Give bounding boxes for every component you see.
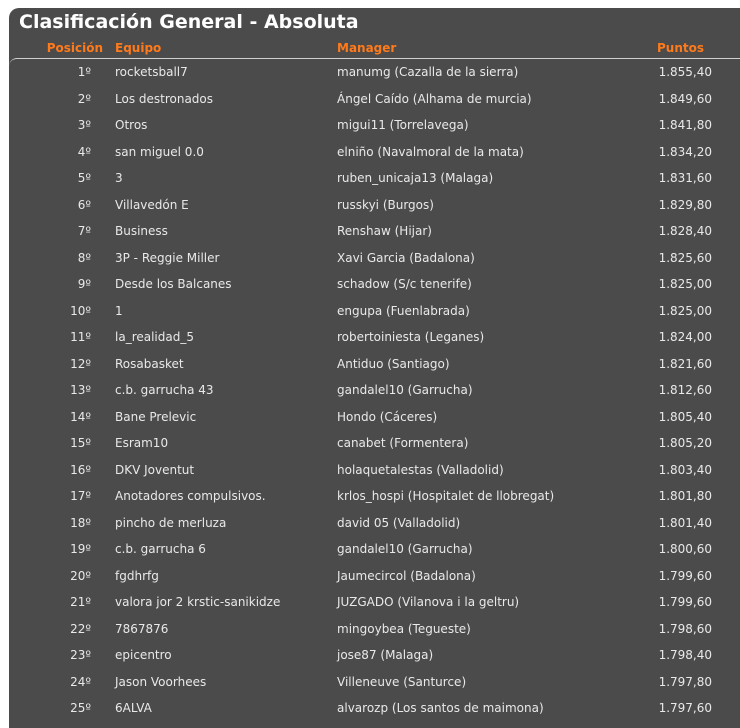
row-manager[interactable]: Xavi Garcia (Badalona) <box>337 250 475 265</box>
row-team[interactable]: Los destronados <box>115 91 214 106</box>
row-team[interactable]: fgdhrfg <box>115 568 159 583</box>
row-manager[interactable]: canabet (Formentera) <box>337 436 469 450</box>
row-team[interactable]: Anotadores compulsivos. <box>115 489 266 503</box>
row-points: 1.841,80 <box>658 118 712 132</box>
table-row[interactable] <box>9 218 740 245</box>
row-position: 5º <box>77 171 91 185</box>
row-team[interactable]: c.b. garrucha 43 <box>115 383 214 397</box>
header-position[interactable]: Posición <box>46 41 103 55</box>
table-row[interactable] <box>9 112 740 139</box>
row-position: 11º <box>70 330 91 344</box>
row-manager[interactable]: russkyi (Burgos) <box>337 197 434 212</box>
row-position: 22º <box>70 621 91 636</box>
table-row[interactable] <box>9 271 740 298</box>
row-team[interactable]: Otros <box>115 118 148 132</box>
header-manager[interactable]: Manager <box>337 41 397 55</box>
row-points: 1.825,60 <box>658 250 712 265</box>
page-title: Clasificación General - Absoluta <box>19 11 359 33</box>
row-team[interactable]: 3 <box>115 171 123 185</box>
row-team[interactable]: Rosabasket <box>115 356 184 371</box>
row-position: 20º <box>70 568 91 583</box>
row-points: 1.825,00 <box>658 303 712 318</box>
row-position: 8º <box>77 250 91 265</box>
row-position: 14º <box>70 409 91 424</box>
row-points: 1.798,40 <box>658 648 712 662</box>
row-team[interactable]: Esram10 <box>115 436 169 450</box>
row-points: 1.801,80 <box>658 489 712 503</box>
row-team[interactable]: 1 <box>115 303 123 318</box>
row-manager[interactable]: gandalel10 (Garrucha) <box>337 542 473 556</box>
row-manager[interactable]: schadow (S/c tenerife) <box>337 277 472 291</box>
row-position: 25º <box>70 701 91 715</box>
row-position: 16º <box>70 462 91 477</box>
row-manager[interactable]: JUZGADO (Vilanova i la geltru) <box>337 595 520 609</box>
table-row[interactable] <box>9 165 740 192</box>
row-points: 1.797,60 <box>658 701 712 715</box>
row-manager[interactable]: elniño (Navalmoral de la mata) <box>337 144 524 159</box>
row-position: 24º <box>70 674 91 689</box>
row-points: 1.825,00 <box>658 277 712 291</box>
row-points: 1.834,20 <box>658 144 712 159</box>
row-manager[interactable]: krlos_hospi (Hospitalet de llobregat) <box>337 489 555 503</box>
row-points: 1.800,60 <box>658 542 712 556</box>
row-manager[interactable]: robertoiniesta (Leganes) <box>337 330 485 344</box>
table-row[interactable] <box>9 536 740 563</box>
table-row[interactable] <box>9 695 740 722</box>
table-row[interactable] <box>9 457 740 484</box>
row-position: 2º <box>77 91 91 106</box>
row-team[interactable]: 6ALVA <box>115 701 152 715</box>
row-team[interactable]: Villavedón E <box>115 197 189 212</box>
table-row[interactable] <box>9 324 740 351</box>
table-row[interactable] <box>9 192 740 219</box>
table-row[interactable] <box>9 510 740 537</box>
table-row[interactable] <box>9 404 740 431</box>
row-position: 10º <box>70 303 91 318</box>
row-points: 1.805,40 <box>658 409 712 424</box>
row-position: 13º <box>70 383 91 397</box>
row-position: 21º <box>70 595 91 609</box>
row-team[interactable]: 3P - Reggie Miller <box>115 250 220 265</box>
row-manager[interactable]: holaquetalestas (Valladolid) <box>337 462 504 477</box>
row-points: 1.801,40 <box>658 515 712 530</box>
row-position: 18º <box>70 515 91 530</box>
row-points: 1.821,60 <box>658 356 712 371</box>
row-team[interactable]: Jason Voorhees <box>115 674 207 689</box>
row-team[interactable]: san miguel 0.0 <box>115 144 204 159</box>
row-team[interactable]: epicentro <box>115 648 172 662</box>
table-row[interactable] <box>9 377 740 404</box>
row-team[interactable]: Bane Prelevic <box>115 409 197 424</box>
row-position: 3º <box>77 118 91 132</box>
row-position: 6º <box>77 197 91 212</box>
row-position: 9º <box>77 277 91 291</box>
row-position: 12º <box>70 356 91 371</box>
row-points: 1.849,60 <box>658 91 712 106</box>
row-manager[interactable]: Jaumecircol (Badalona) <box>337 568 476 583</box>
row-points: 1.798,60 <box>658 621 712 636</box>
row-team[interactable]: DKV Joventut <box>115 462 195 477</box>
row-manager[interactable]: david 05 (Valladolid) <box>337 515 461 530</box>
row-points: 1.824,00 <box>658 330 712 344</box>
header-points[interactable]: Puntos <box>656 41 704 55</box>
row-position: 15º <box>70 436 91 450</box>
header-team[interactable]: Equipo <box>115 41 162 55</box>
table-row[interactable] <box>9 351 740 378</box>
table-row[interactable] <box>9 86 740 113</box>
row-points: 1.812,60 <box>658 383 712 397</box>
table-row[interactable] <box>9 483 740 510</box>
row-manager[interactable]: ruben_unicaja13 (Malaga) <box>337 171 494 185</box>
row-points: 1.799,60 <box>658 568 712 583</box>
row-manager[interactable]: alvarozp (Los santos de maimona) <box>337 701 544 715</box>
row-manager[interactable]: migui11 (Torrelavega) <box>337 118 469 132</box>
row-team[interactable]: pincho de merluza <box>115 515 227 530</box>
row-manager[interactable]: mingoybea (Tegueste) <box>337 621 471 636</box>
table-row[interactable] <box>9 139 740 166</box>
row-team[interactable]: 7867876 <box>115 621 169 636</box>
table-row[interactable] <box>9 616 740 643</box>
row-team[interactable]: c.b. garrucha 6 <box>115 542 206 556</box>
row-points: 1.805,20 <box>658 436 712 450</box>
row-position: 23º <box>70 648 91 662</box>
table-row[interactable] <box>9 245 740 272</box>
row-manager[interactable]: Antiduo (Santiago) <box>337 356 450 371</box>
table-row[interactable] <box>9 430 740 457</box>
row-manager[interactable]: jose87 (Malaga) <box>337 648 434 662</box>
table-row[interactable] <box>9 298 740 325</box>
table-row[interactable] <box>9 642 740 669</box>
row-manager[interactable]: Renshaw (Hijar) <box>337 224 432 238</box>
row-manager[interactable]: Ángel Caído (Alhama de murcia) <box>337 91 532 106</box>
standings-panel <box>9 8 740 728</box>
row-team[interactable]: Desde los Balcanes <box>115 277 232 291</box>
table-row[interactable] <box>9 59 740 86</box>
row-team[interactable]: la_realidad_5 <box>115 330 194 344</box>
table-row[interactable] <box>9 589 740 616</box>
row-points: 1.855,40 <box>658 65 712 79</box>
row-points: 1.831,60 <box>658 171 712 185</box>
row-team[interactable]: rocketsball7 <box>115 65 188 79</box>
row-points: 1.799,60 <box>658 595 712 609</box>
row-manager[interactable]: gandalel10 (Garrucha) <box>337 383 473 397</box>
row-position: 17º <box>70 489 91 503</box>
standings-table <box>9 59 740 722</box>
row-manager[interactable]: engupa (Fuenlabrada) <box>337 303 470 318</box>
row-points: 1.797,80 <box>658 674 712 689</box>
row-position: 19º <box>70 542 91 556</box>
row-points: 1.803,40 <box>658 462 712 477</box>
row-manager[interactable]: Hondo (Cáceres) <box>337 409 438 424</box>
row-position: 7º <box>77 224 91 238</box>
row-team[interactable]: valora jor 2 krstic-sanikidze <box>115 595 281 609</box>
row-position: 1º <box>77 65 91 79</box>
row-manager[interactable]: manumg (Cazalla de la sierra) <box>337 65 519 79</box>
table-row[interactable] <box>9 669 740 696</box>
row-position: 4º <box>77 144 91 159</box>
row-team[interactable]: Business <box>115 224 168 238</box>
table-row[interactable] <box>9 563 740 590</box>
row-points: 1.828,40 <box>658 224 712 238</box>
row-manager[interactable]: Villeneuve (Santurce) <box>337 674 467 689</box>
row-points: 1.829,80 <box>658 197 712 212</box>
